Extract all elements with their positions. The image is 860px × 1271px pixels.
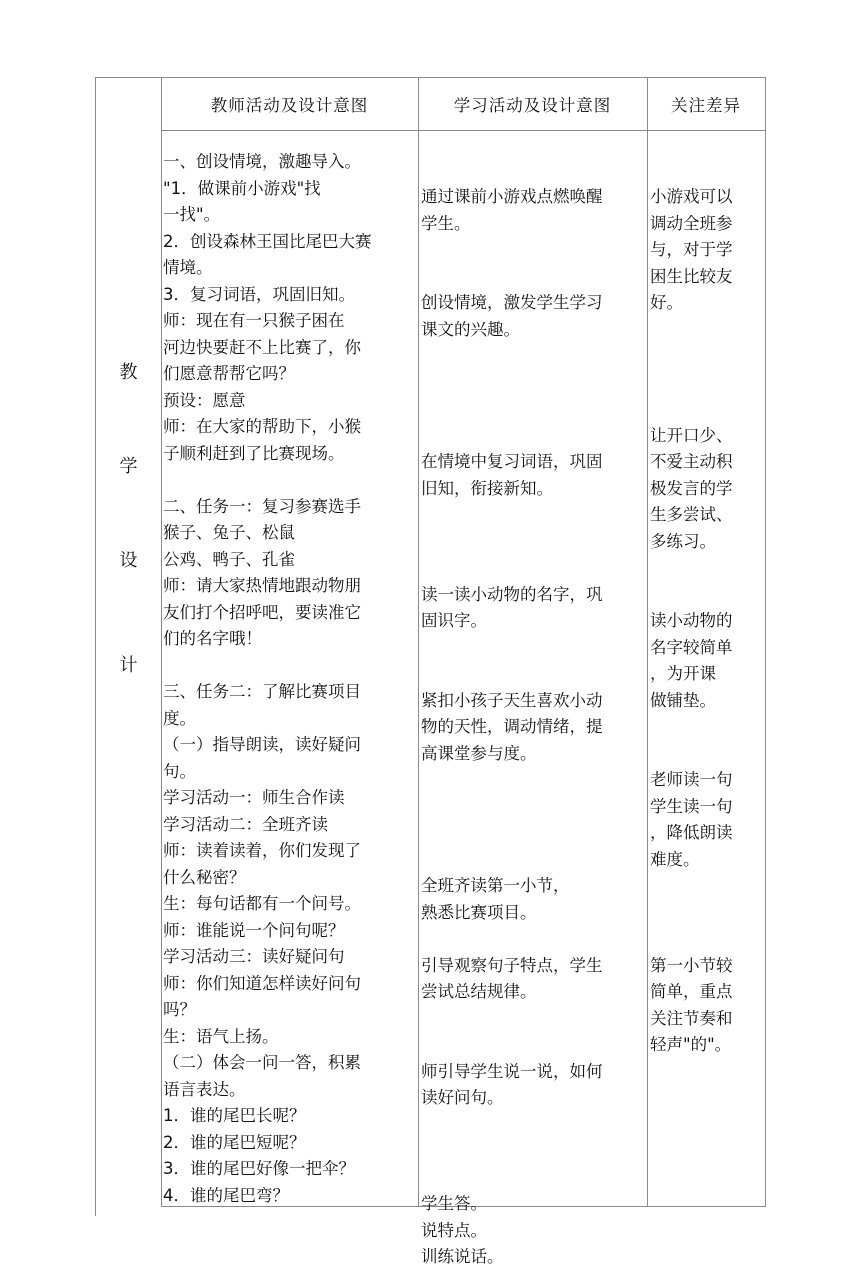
student-line xyxy=(421,131,645,158)
difference-line xyxy=(650,343,764,370)
teacher-line: 句。 xyxy=(163,761,196,781)
difference-line: 老师读一句 xyxy=(650,770,733,789)
table-left-border xyxy=(95,77,96,1216)
teacher-line: 2．谁的尾巴短呢？ xyxy=(163,1132,306,1152)
difference-line: 第一小节较 xyxy=(650,955,733,975)
student-line xyxy=(421,661,645,688)
student-line: 训练说话。 xyxy=(421,1247,504,1266)
difference-line: 读小动物的 xyxy=(650,611,733,630)
student-activity-column xyxy=(421,131,645,1271)
student-line xyxy=(421,847,645,874)
student-line: 固识字。 xyxy=(421,611,487,630)
student-line xyxy=(421,767,645,794)
teacher-line xyxy=(163,653,416,680)
student-line: 引导观察句子特点，学生 xyxy=(421,955,603,975)
student-line: 通过课前小游戏点燃唤醒 xyxy=(421,187,603,206)
side-label-char-1: 教 xyxy=(119,362,138,383)
student-line: 课文的兴趣。 xyxy=(421,319,520,339)
difference-line xyxy=(650,900,764,927)
difference-line: 好。 xyxy=(650,293,683,312)
student-line xyxy=(421,635,645,662)
teacher-line: 1．谁的尾巴长呢？ xyxy=(163,1106,306,1125)
student-line xyxy=(421,1138,645,1165)
student-line xyxy=(421,370,645,397)
teacher-line: 预设：愿意 xyxy=(163,390,246,410)
difference-line xyxy=(650,555,764,582)
student-line xyxy=(421,529,645,556)
teacher-line: 师：在大家的帮助下，小猴 xyxy=(163,417,361,436)
teacher-line: 们的名字哦！ xyxy=(163,629,262,648)
teacher-line: 师：请大家热情地跟动物朋 xyxy=(163,576,361,595)
difference-line: 生多尝试、 xyxy=(650,505,733,524)
difference-line xyxy=(650,370,764,397)
difference-line: 多练习。 xyxy=(650,531,716,551)
teacher-activity-column xyxy=(163,149,416,1209)
column-divider-3 xyxy=(647,77,648,1207)
difference-column xyxy=(650,131,764,1059)
table-right-border xyxy=(765,77,766,1207)
teacher-line: 子顺利赶到了比赛现场。 xyxy=(163,443,345,463)
difference-line: 轻声"的"。 xyxy=(650,1035,732,1054)
student-line xyxy=(421,158,645,185)
teacher-line: "1．做课前小游戏"找 xyxy=(163,178,321,198)
teacher-line: （一）指导朗读，读好疑问 xyxy=(163,735,361,754)
side-label-char-3: 设 xyxy=(119,550,138,571)
difference-line: ，为开课 xyxy=(650,664,716,683)
difference-line: 极发言的学 xyxy=(650,478,733,498)
student-line xyxy=(421,396,645,423)
student-line xyxy=(421,926,645,953)
student-line: 尝试总结规律。 xyxy=(421,982,537,1001)
difference-line: ，降低朗读 xyxy=(650,823,733,842)
difference-line: 与，对于学 xyxy=(650,240,733,259)
teacher-line: 河边快要赶不上比赛了，你 xyxy=(163,337,361,357)
teacher-line: 2．创设森林王国比尾巴大赛 xyxy=(163,231,372,251)
student-line xyxy=(421,237,645,264)
student-line: 熟悉比赛项目。 xyxy=(421,902,537,922)
header-difference: 关注差异 xyxy=(671,96,741,115)
difference-line: 困生比较友 xyxy=(650,266,733,286)
teacher-line: 什么秘密？ xyxy=(163,867,246,887)
difference-line: 做铺垫。 xyxy=(650,690,716,710)
student-line: 读好问句。 xyxy=(421,1088,504,1107)
difference-line: 关注节奏和 xyxy=(650,1008,733,1028)
teacher-line: 师：你们知道怎样读好问句 xyxy=(163,973,361,993)
difference-line xyxy=(650,926,764,953)
student-line: 旧知，衔接新知。 xyxy=(421,478,553,498)
teacher-line xyxy=(163,467,416,494)
student-line: 高课堂参与度。 xyxy=(421,743,537,763)
teacher-line: 友们打个招呼吧，要读准它 xyxy=(163,602,361,622)
teacher-line: 吗？ xyxy=(163,1000,196,1019)
teacher-line: 一、创设情境，激趣导入。 xyxy=(163,152,361,171)
student-line: 在情境中复习词语，巩固 xyxy=(421,452,603,471)
student-line xyxy=(421,264,645,291)
column-divider-2 xyxy=(418,77,419,1207)
teacher-line: 一找"。 xyxy=(163,205,221,224)
teacher-line: 二、任务一：复习参赛选手 xyxy=(163,496,361,516)
student-line: 师引导学生说一说，如何 xyxy=(421,1061,603,1081)
student-line: 学生。 xyxy=(421,213,471,233)
header-student-activity: 学习活动及设计意图 xyxy=(453,96,612,115)
teacher-line: 生：每句话都有一个问号。 xyxy=(163,894,361,913)
difference-line: 简单，重点 xyxy=(650,982,733,1001)
student-line xyxy=(421,820,645,847)
column-divider-1 xyxy=(161,77,162,1207)
student-line xyxy=(421,1032,645,1059)
difference-line: 名字较简单 xyxy=(650,637,733,657)
teacher-line: （二）体会一问一答，积累 xyxy=(163,1053,361,1072)
teacher-line: 3．谁的尾巴好像一把伞？ xyxy=(163,1159,355,1178)
student-line xyxy=(421,1165,645,1192)
student-line: 学生答。 xyxy=(421,1194,487,1213)
teacher-line: 师：现在有一只猴子困在 xyxy=(163,311,345,330)
student-line: 物的天性，调动情绪，提 xyxy=(421,717,603,736)
difference-line: 不爱主动积 xyxy=(650,452,733,471)
student-line xyxy=(421,794,645,821)
difference-line: 小游戏可以 xyxy=(650,187,733,206)
difference-line xyxy=(650,582,764,609)
teacher-line: 师：读着读着，你们发现了 xyxy=(163,841,361,860)
teacher-line: 三、任务二：了解比赛项目 xyxy=(163,682,361,701)
difference-line xyxy=(650,741,764,768)
teacher-line: 生：语气上扬。 xyxy=(163,1026,279,1046)
difference-line xyxy=(650,317,764,344)
difference-line: 调动全班参 xyxy=(650,213,733,233)
difference-line: 学生读一句 xyxy=(650,796,733,816)
teacher-line: 3．复习词语，巩固旧知。 xyxy=(163,284,355,304)
student-line: 创设情境，激发学生学习 xyxy=(421,293,603,312)
student-line xyxy=(421,1112,645,1139)
student-line xyxy=(421,423,645,450)
teacher-line: 学习活动三：读好疑问句 xyxy=(163,947,345,966)
student-line xyxy=(421,1006,645,1033)
student-line: 全班齐读第一小节， xyxy=(421,876,570,895)
teacher-line: 学习活动一：师生合作读 xyxy=(163,788,345,807)
teacher-line: 们愿意帮帮它吗？ xyxy=(163,364,295,383)
student-line xyxy=(421,555,645,582)
difference-line xyxy=(650,396,764,423)
teacher-line: 4．谁的尾巴弯？ xyxy=(163,1185,289,1205)
header-teacher-activity: 教师活动及设计意图 xyxy=(210,96,369,115)
student-line: 紧扣小孩子天生喜欢小动 xyxy=(421,690,603,710)
difference-line xyxy=(650,131,764,158)
teacher-line: 语言表达。 xyxy=(163,1079,246,1099)
student-line: 说特点。 xyxy=(421,1220,487,1240)
teacher-line: 学习活动二：全班齐读 xyxy=(163,814,328,834)
difference-line: 难度。 xyxy=(650,849,700,869)
student-line xyxy=(421,343,645,370)
teacher-line: 师：谁能说一个问句呢？ xyxy=(163,920,345,940)
difference-line: 让开口少、 xyxy=(650,425,733,445)
teacher-line: 猴子、兔子、松鼠 xyxy=(163,523,295,542)
student-line: 读一读小动物的名字，巩 xyxy=(421,584,603,604)
difference-line xyxy=(650,714,764,741)
student-line xyxy=(421,502,645,529)
teacher-line: 度。 xyxy=(163,708,196,728)
difference-line xyxy=(650,873,764,900)
side-label-char-4: 计 xyxy=(119,655,138,676)
teacher-line: 公鸡、鸭子、孔雀 xyxy=(163,549,295,569)
teacher-line: 情境。 xyxy=(163,258,213,277)
side-label-char-2: 学 xyxy=(119,456,138,477)
difference-line xyxy=(650,158,764,185)
